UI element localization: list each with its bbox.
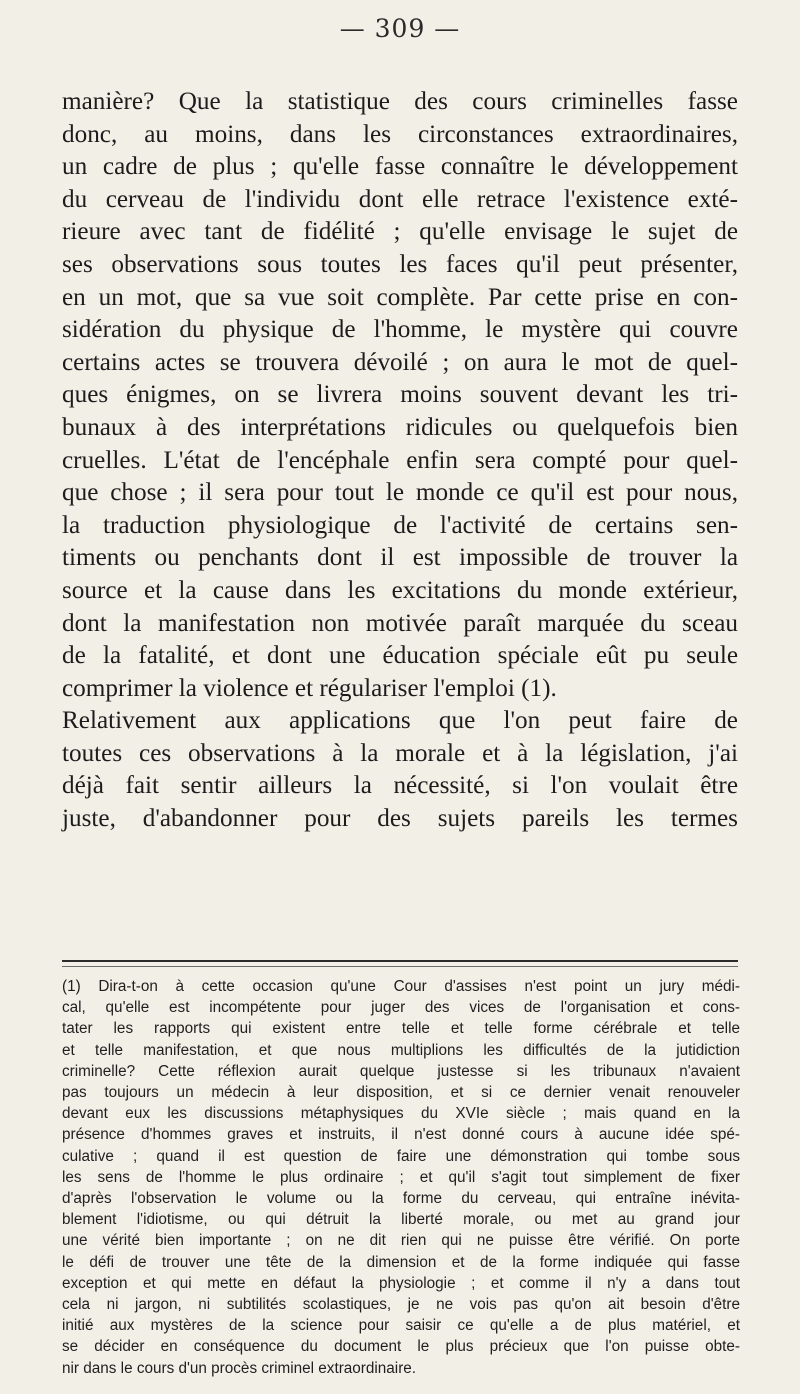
text-line: manière? Que la statistique des cours criminelles fasse — [62, 88, 738, 115]
footnote-divider — [62, 960, 738, 962]
text-line: donc, au moins, dans les circonstances extraordinaires, — [62, 120, 738, 148]
text-line: rieure avec tant de fidélité ; qu'elle envisage le sujet de — [62, 218, 738, 246]
footnote-line: cela ni jargon, ni subtilités scolastiques, je ne vois pas qu'on ait besoin d'être — [62, 1296, 740, 1314]
text-line: certains actes se trouvera dévoilé ; on aura le mot de quel- — [62, 348, 738, 376]
footnote-line: d'après l'observation le volume ou la forme du cerveau, qui entraîne inévita- — [62, 1190, 740, 1208]
text-line: ses observations sous toutes les faces qu'il peut présenter, — [62, 250, 738, 278]
text-line: comprimer la violence et régulariser l'emploi (1). — [62, 674, 557, 702]
footnote-line: cal, qu'elle est incompétente pour juger des vices de l'organisation et cons- — [62, 999, 740, 1017]
page-number: — 309 — — [339, 14, 461, 43]
footnote-line: les sens de l'homme le plus ordinaire ; et qu'il s'agit tout simplement de fixer — [62, 1168, 740, 1186]
text-line: du cerveau de l'individu dont elle retrace l'existence exté- — [62, 185, 738, 213]
text-line: en un mot, que sa vue soit complète. Par cette prise en con- — [62, 283, 738, 311]
text-line: ques énigmes, on se livrera moins souvent devant les tri- — [62, 381, 738, 409]
footnote-line: criminelle? Cette réflexion aurait quelque justesse si les tribunaux n'avaient — [62, 1062, 740, 1080]
text-line: la traduction physiologique de l'activité de certains sen- — [62, 511, 738, 539]
text-line: juste, d'abandonner pour des sujets pareils les termes — [62, 805, 738, 833]
footnote-line: nir dans le cours d'un procès criminel extraordinaire. — [62, 1359, 417, 1377]
text-line: dont la manifestation non motivée paraît marquée du sceau — [62, 609, 738, 637]
footnote-line: (1) Dira-t-on à cette occasion qu'une Cour d'assises n'est point un jury médi- — [62, 978, 740, 995]
text-line: Relativement aux applications que l'on peut faire de — [62, 707, 738, 735]
footnote-line: présence d'hommes graves et instruits, il n'est donné cours à aucune idée spé- — [62, 1126, 740, 1144]
text-line: toutes ces observations à la morale et à la législation, j'ai — [62, 739, 738, 767]
text-line: de la fatalité, et dont une éducation spéciale eût pu seule — [62, 642, 738, 670]
text-line: timents ou penchants dont il est impossible de trouver la — [62, 544, 738, 572]
footnote-line: pas toujours un médecin à leur disposition, et si ce dernier venait renouveler — [62, 1084, 740, 1102]
footnote — [62, 976, 740, 1379]
text-line: cruelles. L'état de l'encéphale enfin sera compté pour quel- — [62, 446, 738, 474]
footnote-line: blement l'idiotisme, ou qui détruit la liberté morale, ou met au grand jour — [62, 1211, 740, 1229]
footnote-line: tater les rapports qui existent entre telle et telle forme cérébrale et telle — [62, 1020, 740, 1038]
text-line: sidération du physique de l'homme, le mystère qui couvre — [62, 316, 738, 344]
footnote-line: se décider en conséquence du document le plus précieux que l'on puisse obte- — [62, 1338, 740, 1356]
footnote-line: et telle manifestation, et que nous multiplions les difficultés de la jutidiction — [62, 1041, 740, 1059]
text-line: bunaux à des interprétations ridicules ou quelquefois bien — [62, 413, 738, 441]
text-line: que chose ; il sera pour tout le monde ce qu'il est pour nous, — [62, 479, 738, 507]
footnote-line: initié aux mystères de la science pour saisir ce qu'elle a de plus matériel, et — [62, 1317, 740, 1335]
footnote-divider-thin — [62, 966, 738, 967]
footnote-line: culative ; quand il est question de faire une démonstration qui tombe sous — [62, 1147, 740, 1165]
footnote-line: une vérité bien importante ; on ne dit rien qui ne puisse être vérifié. On porte — [62, 1232, 740, 1250]
text-line: un cadre de plus ; qu'elle fasse connaître le développement — [62, 153, 738, 181]
text-line: déjà fait sentir ailleurs la nécessité, si l'on voulait être — [62, 772, 738, 800]
footnote-line: devant eux les discussions métaphysiques du XVIe siècle ; mais quand en la — [62, 1105, 740, 1123]
footnote-line: le défi de trouver une tête de la dimension et de la forme indiquée qui fasse — [62, 1253, 740, 1271]
footnote-line: exception et qui mette en défaut la physiologie ; et comme il n'y a dans tout — [62, 1274, 740, 1292]
main-text — [62, 86, 738, 836]
text-line: source et la cause dans les excitations du monde extérieur, — [62, 576, 738, 604]
